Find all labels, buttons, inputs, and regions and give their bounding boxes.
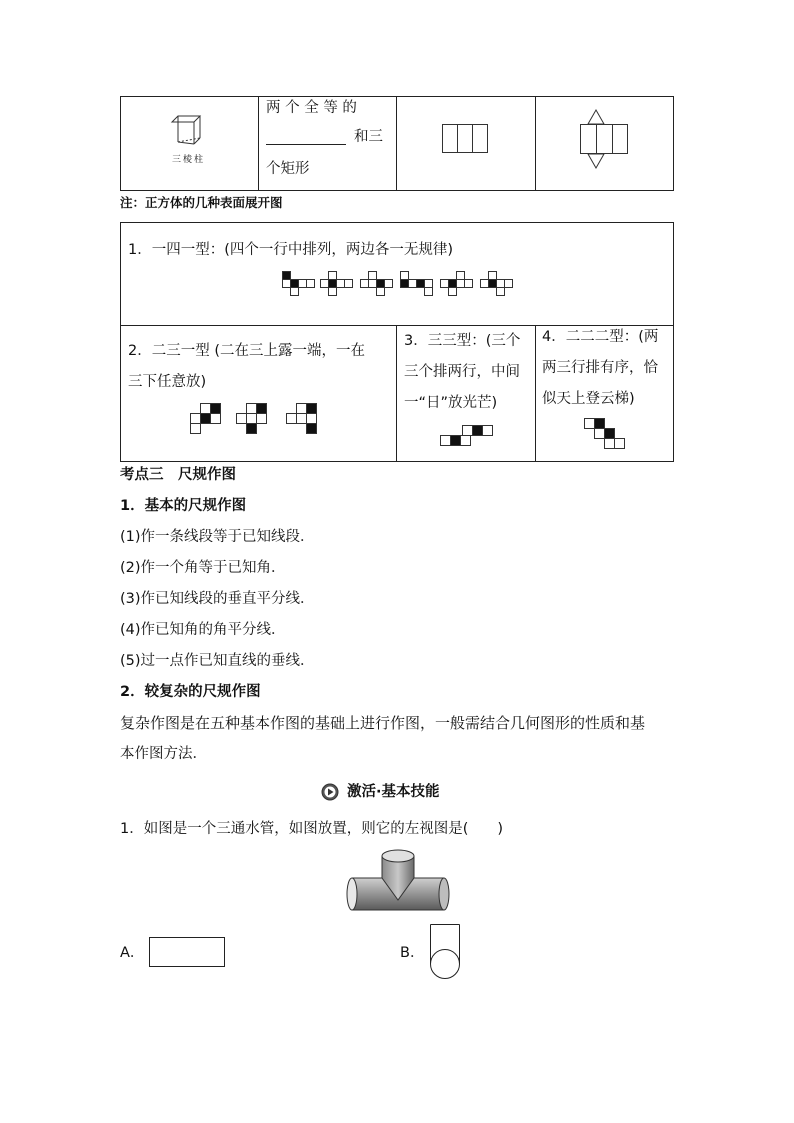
list-item: (5)过一点作已知直线的垂线． (120, 653, 315, 669)
type4-label-line1: 4．二二二型：(两 (542, 329, 659, 345)
section-heading: 考点三 尺规作图 (120, 467, 236, 483)
table-divider (396, 96, 397, 191)
table-divider (535, 96, 536, 191)
play-circle-icon (321, 783, 339, 801)
option-a-label[interactable]: A． (120, 945, 145, 961)
type2-nets-figure (188, 403, 333, 437)
desc-line2: 和三 (354, 129, 383, 145)
table-divider (396, 325, 397, 462)
prism-caption: 三棱柱 (172, 155, 206, 165)
type3-label-line1: 3．三三型：(三个 (404, 333, 521, 349)
blank-line (266, 144, 346, 145)
three-rectangles-figure (442, 124, 490, 154)
list-item: (2)作一个角等于已知角． (120, 560, 286, 576)
option-b-figure[interactable] (428, 924, 462, 982)
type1-nets-figure (282, 271, 514, 297)
list-item: (1)作一条线段等于已知线段． (120, 529, 315, 545)
option-b-label[interactable]: B． (400, 945, 425, 961)
type2-label-line1: 2．二三一型 (二在三上露一端，一在 (128, 343, 365, 359)
type3-net-figure (440, 425, 496, 447)
note-text: 注：正方体的几种表面展开图 (120, 195, 283, 210)
desc-line1: 两 个 全 等 的 (266, 100, 357, 116)
three-way-pipe-figure (344, 848, 450, 914)
list-item: (4)作已知角的角平分线． (120, 622, 286, 638)
type2-label-line2: 三下任意放) (128, 374, 207, 390)
paragraph-line2: 本作图方法． (120, 746, 207, 762)
table-divider (258, 96, 259, 191)
type3-label-line3: 一“日”放光芒) (404, 395, 498, 411)
question-stem: 1．如图是一个三通水管，如图放置，则它的左视图是( ) (120, 821, 504, 837)
list-item: (3)作已知线段的垂直平分线． (120, 591, 315, 607)
prism-net-figure (580, 108, 630, 172)
option-a-figure[interactable] (149, 937, 225, 967)
banner-title: 激活·基本技能 (347, 784, 440, 800)
subheading-complex: 2．较复杂的尺规作图 (120, 684, 261, 700)
type1-label: 1．一四一型：(四个一行中排列，两边各一无规律) (128, 242, 454, 258)
table-divider (535, 325, 536, 462)
type4-label-line3: 似天上登云梯) (542, 391, 635, 407)
type4-label-line2: 两三行排有序，恰 (542, 360, 658, 376)
type4-net-figure (584, 418, 628, 452)
type3-label-line2: 三个排两行，中间 (404, 364, 520, 380)
table-divider (120, 325, 674, 326)
triangular-prism-figure (170, 108, 210, 148)
desc-line3: 个矩形 (266, 161, 310, 177)
paragraph-line1: 复杂作图是在五种基本作图的基础上进行作图，一般需结合几何图形的性质和基 (120, 714, 646, 732)
subheading-basic: 1．基本的尺规作图 (120, 498, 247, 514)
